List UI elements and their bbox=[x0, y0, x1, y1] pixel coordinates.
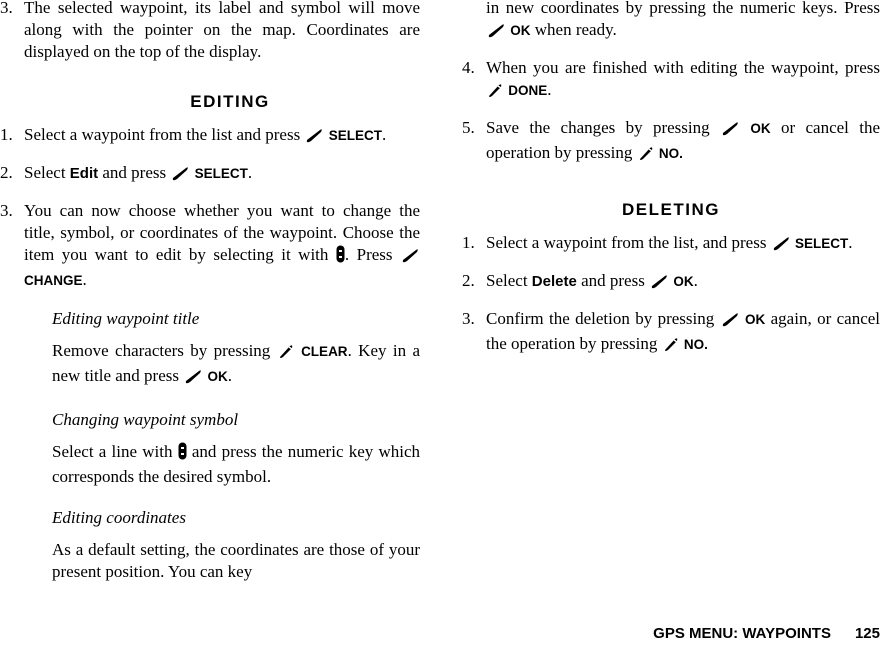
left-softkey-icon bbox=[771, 235, 791, 257]
left-softkey-icon bbox=[649, 273, 669, 295]
step-number: 3. bbox=[0, 201, 13, 220]
step-3-move bbox=[0, 0, 420, 63]
left-softkey-icon bbox=[720, 311, 740, 333]
scroll-key-icon bbox=[336, 245, 345, 269]
step-text: Confirm the deletion by pressing bbox=[486, 309, 715, 328]
step-text: When you are finished with editing the waypoint, press bbox=[486, 58, 880, 77]
punct: . bbox=[547, 80, 552, 99]
coordinates-instructions: As a default setting, the coordinates are those of your present position. You can key bbox=[52, 540, 420, 581]
step-text: or cancel the operation by pressing bbox=[486, 118, 881, 162]
key-label: OK bbox=[673, 274, 694, 289]
delete-step-3 bbox=[462, 308, 880, 358]
editing-title-section bbox=[0, 308, 420, 583]
edit-step-2 bbox=[0, 162, 420, 187]
step-text: Select bbox=[486, 271, 528, 290]
key-label: OK bbox=[207, 369, 228, 384]
right-column bbox=[462, 0, 880, 358]
key-label: SELECT bbox=[328, 128, 382, 143]
key-label: SELECT bbox=[194, 166, 248, 181]
body-text: and press the numeric key which corresponds the desired symbol. bbox=[52, 442, 421, 486]
key-label: NO. bbox=[683, 337, 708, 352]
edit-step-4 bbox=[462, 57, 880, 104]
key-label: SELECT bbox=[794, 236, 849, 251]
step-text: Select bbox=[24, 163, 66, 182]
left-softkey-icon bbox=[183, 368, 203, 390]
edit-step-5 bbox=[462, 117, 880, 167]
punct: . bbox=[381, 125, 387, 144]
body-text: Remove characters by pressing bbox=[52, 341, 271, 360]
step-number: 2. bbox=[0, 163, 13, 182]
key-label: OK bbox=[510, 23, 531, 38]
key-label: OK bbox=[745, 312, 766, 327]
scroll-key-icon bbox=[178, 442, 187, 466]
step-number: 4. bbox=[462, 58, 475, 77]
subheading-coordinates: Editing coordinates bbox=[52, 508, 186, 527]
edit-step-3 bbox=[0, 200, 420, 292]
delete-step-1 bbox=[462, 232, 880, 257]
menu-item-name: Edit bbox=[69, 165, 99, 182]
punct: . bbox=[227, 366, 232, 385]
step-text: . Press bbox=[344, 245, 393, 264]
coordinates-continued bbox=[486, 0, 880, 44]
left-softkey-icon bbox=[304, 127, 324, 149]
delete-step-2 bbox=[462, 270, 880, 295]
punct: . bbox=[693, 271, 698, 290]
right-softkey-icon bbox=[637, 145, 655, 167]
key-label: CHANGE bbox=[24, 273, 83, 288]
symbol-instructions bbox=[52, 441, 420, 488]
body-text: in new coordinates by pressing the numeric keys. Press bbox=[486, 0, 880, 17]
right-softkey-icon bbox=[277, 343, 295, 365]
section-title: GPS MENU: WAYPOINTS bbox=[653, 625, 831, 642]
step-number: 5. bbox=[462, 118, 475, 137]
step-text: and press bbox=[102, 163, 167, 182]
menu-item-name: Delete bbox=[531, 273, 577, 290]
left-softkey-icon bbox=[400, 247, 420, 269]
step-text: Select a waypoint from the list, and press bbox=[486, 233, 767, 252]
step-text: and press bbox=[581, 271, 645, 290]
step-number: 2. bbox=[462, 271, 475, 290]
step-text: Select a waypoint from the list and press bbox=[24, 125, 301, 144]
right-softkey-icon bbox=[662, 336, 680, 358]
punct: . bbox=[247, 163, 253, 182]
right-softkey-icon bbox=[486, 82, 504, 104]
page-footer bbox=[653, 625, 880, 642]
step-number: 3. bbox=[0, 0, 13, 17]
body-text: . Key in a new title and press bbox=[52, 341, 421, 385]
punct: . bbox=[848, 233, 853, 252]
edit-step-1 bbox=[0, 124, 420, 149]
punct: . bbox=[82, 270, 87, 289]
left-softkey-icon bbox=[720, 120, 740, 142]
left-softkey-icon bbox=[486, 22, 506, 44]
title-instructions bbox=[52, 340, 420, 390]
key-label: OK bbox=[750, 121, 771, 136]
key-label: CLEAR bbox=[301, 344, 348, 359]
subheading-title: Editing waypoint title bbox=[52, 309, 200, 328]
deleting-heading: DELETING bbox=[622, 200, 720, 219]
left-column bbox=[0, 0, 420, 583]
body-text: Select a line with bbox=[52, 442, 173, 461]
step-number: 3. bbox=[462, 309, 475, 328]
body-text: when ready. bbox=[534, 20, 617, 39]
subheading-symbol: Changing waypoint symbol bbox=[52, 410, 239, 429]
key-label: DONE bbox=[508, 83, 548, 98]
left-softkey-icon bbox=[170, 165, 190, 187]
page-number: 125 bbox=[854, 625, 880, 642]
step-number: 1. bbox=[462, 233, 475, 252]
step-text: The selected waypoint, its label and symbol will move along with the pointer on the map. Coordinates are displayed on the top of the display. bbox=[24, 0, 420, 61]
step-text: You can now choose whether you want to change the title, symbol, or coordinates of the waypoint. Choose the item you want to edit by selecting it with bbox=[24, 201, 420, 264]
editing-heading: EDITING bbox=[190, 92, 270, 111]
step-number: 1. bbox=[0, 125, 13, 144]
key-label: NO. bbox=[658, 146, 683, 161]
step-text: Save the changes by pressing bbox=[486, 118, 710, 137]
step-text: again, or cancel the operation by pressing bbox=[486, 309, 881, 353]
